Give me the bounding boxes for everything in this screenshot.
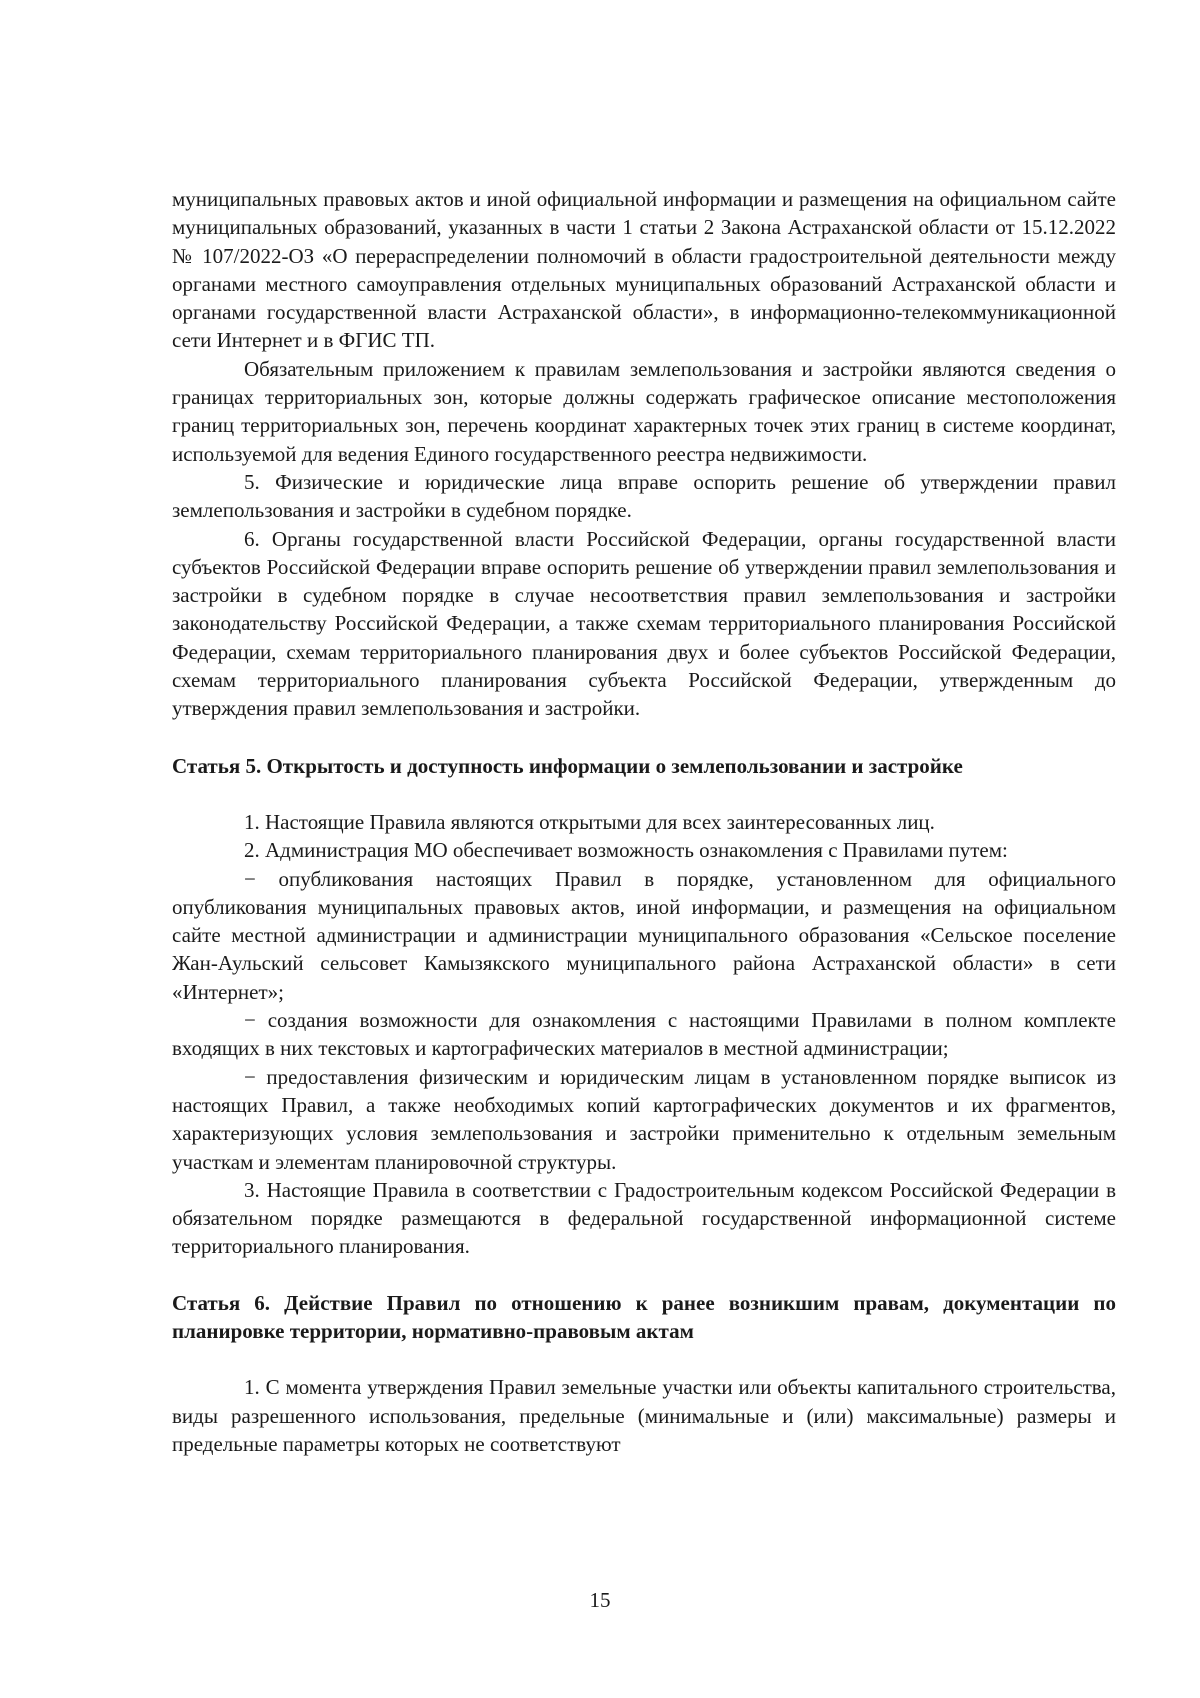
- paragraph: 1. Настоящие Правила являются открытыми для всех заинтересованных лиц.: [244, 809, 935, 834]
- article-6-heading: Статья 6. Действие Правил по отношению к ранее возникшим правам, документации по планировке территории, нормативно-правовым актам: [172, 1290, 1116, 1343]
- paragraph: 6. Органы государственной власти Российской Федерации, органы государственной власти субъектов Российской Федерации вправе оспорить решение об утверждении правил землепользования и застройки в судебном порядке в случае несоответствия правил землепользования и застройки законодательству Российской Федерации, а также схемам территориального планирования Российской Федерации, схемам территориального планирования двух и более субъектов Российской Федерации, схемам территориального планирования субъекта Российской Федерации, утвержденным до утверждения правил землепользования и застройки.: [172, 526, 1116, 721]
- article-5-heading: Статья 5. Открытость и доступность информации о землепользовании и застройке: [172, 753, 963, 778]
- paragraph: 1. С момента утверждения Правил земельные участки или объекты капитального строительства, виды разрешенного использования, предельные (минимальные и (или) максимальные) размеры и предельные параметры которых не соответствуют: [172, 1375, 1116, 1456]
- list-item: − опубликования настоящих Правил в порядке, установленном для официального опубликования муниципальных правовых актов, иной информации, и размещения на официальном сайте местной администрации и администрации муниципального образования «Сельское поселение Жан-Аульский сельсовет Камызякского муниципального района Астраханской области» в сети «Интернет»;: [172, 866, 1116, 1004]
- paragraph: Обязательным приложением к правилам землепользования и застройки являются сведения о границах территориальных зон, которые должны содержать графическое описание местоположения границ территориальных зон, перечень координат характерных точек этих границ в системе координат, используемой для ведения Единого государственного реестра недвижимости.: [172, 356, 1116, 466]
- list-item: − создания возможности для ознакомления с настоящими Правилами в полном комплекте входящих в них текстовых и картографических материалов в местной администрации;: [172, 1008, 1116, 1061]
- paragraph: 5. Физические и юридические лица вправе оспорить решение об утверждении правил землепользования и застройки в судебном порядке.: [172, 469, 1116, 523]
- list-item: − предоставления физическим и юридическим лицам в установленном порядке выписок из настоящих Правил, а также необходимых копий картографических документов и их фрагментов, характеризующих условия землепользования и застройки применительно к отдельным земельным участкам и элементам планировочной структуры.: [172, 1064, 1116, 1174]
- document-body: [172, 185, 1116, 1458]
- paragraph: 2. Администрация МО обеспечивает возможность ознакомления с Правилами путем:: [244, 838, 1008, 863]
- paragraph-continuation: муниципальных правовых актов и иной официальной информации и размещения на официальном сайте муниципальных образований, указанных в части 1 статьи 2 Закона Астраханской области от 15.12.2022 № 107/2022-ОЗ «О перераспределении полномочий в области градостроительной деятельности между органами местного самоуправления отдельных муниципальных образований Астраханской области и органами государственной власти Астраханской области», в информационно-телекоммуникационной сети Интернет и в ФГИС ТП.: [172, 187, 1116, 353]
- paragraph: 3. Настоящие Правила в соответствии с Градостроительным кодексом Российской Федерации в обязательном порядке размещаются в федеральной государственной информационной системе территориального планирования.: [172, 1177, 1116, 1259]
- page-number: 15: [589, 1588, 611, 1612]
